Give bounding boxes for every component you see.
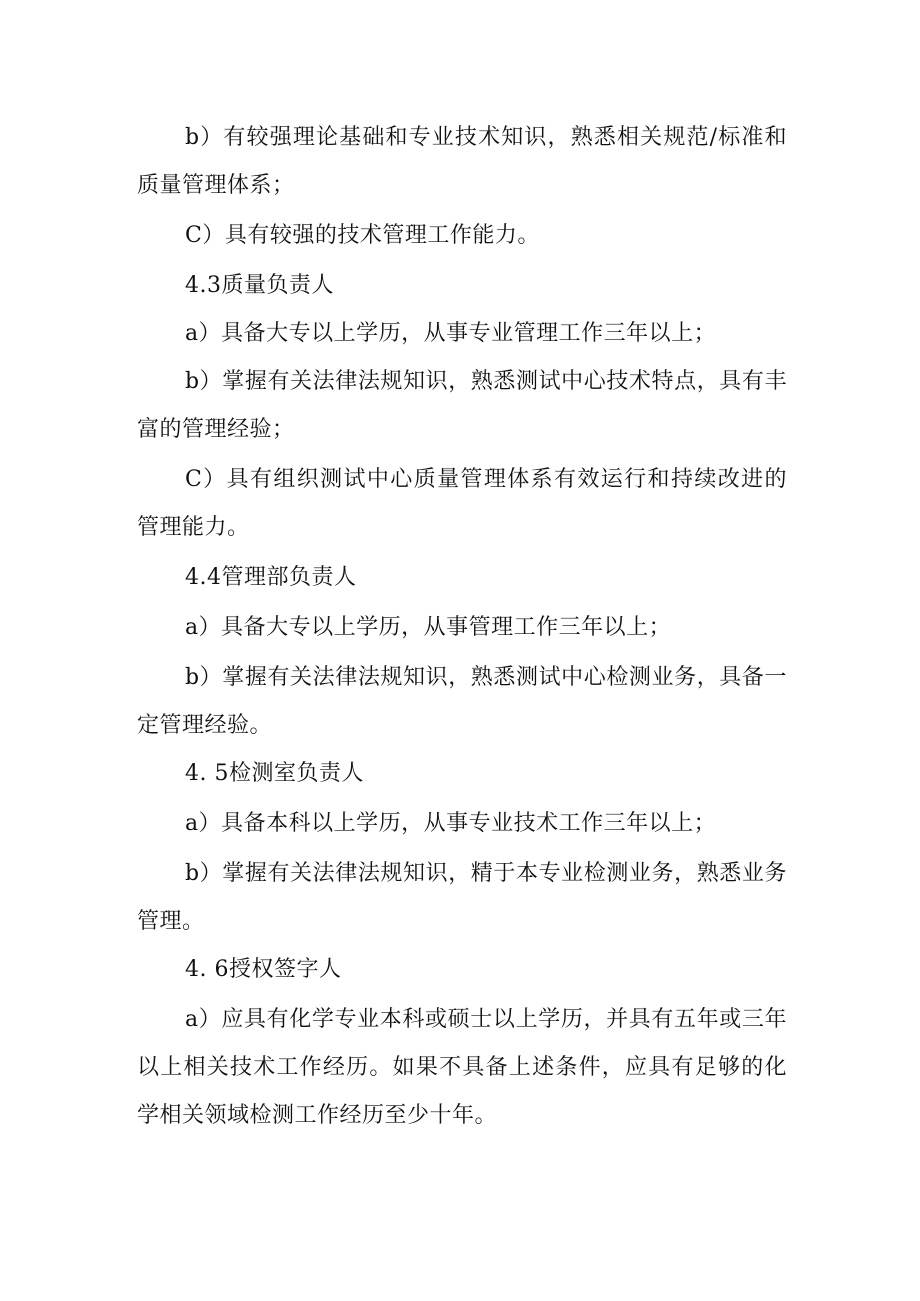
paragraph-b-quality-laws: b）掌握有关法律法规知识，熟悉测试中心技术特点，具有丰富的管理经验；: [137, 369, 787, 442]
paragraph-c-quality-system: C）具有组织测试中心质量管理体系有效运行和持续改进的管理能力。: [137, 467, 787, 540]
paragraph-b-management-laws: b）掌握有关法律法规知识，熟悉测试中心检测业务，具备一定管理经验。: [137, 665, 787, 738]
section-heading-4-5: 4. 5检测室负责人: [185, 761, 364, 786]
section-heading-4-3: 4.3质量负责人: [185, 273, 334, 298]
paragraph-a-signatory-education: a）应具有化学专业本科或硕士以上学历，并具有五年或三年以上相关技术工作经历。如果不具备上述条件，应具有足够的化学相关领域检测工作经历至少十年。: [137, 1007, 787, 1128]
section-heading-4-6: 4. 6授权签字人: [185, 957, 342, 982]
paragraph-a-management-education: a）具备大专以上学历，从事管理工作三年以上；: [185, 615, 672, 640]
paragraph-a-lab-education: a）具备本科以上学历，从事专业技术工作三年以上；: [185, 811, 717, 836]
paragraph-b-technical-knowledge: b）有较强理论基础和专业技术知识，熟悉相关规范/标准和质量管理体系；: [137, 125, 787, 198]
paragraph-c-technical-management: C）具有较强的技术管理工作能力。: [185, 223, 540, 248]
section-heading-4-4: 4.4管理部负责人: [185, 565, 357, 590]
paragraph-a-quality-education: a）具备大专以上学历，从事专业管理工作三年以上；: [185, 321, 717, 346]
paragraph-b-lab-laws: b）掌握有关法律法规知识，精于本专业检测业务，熟悉业务管理。: [137, 861, 787, 934]
